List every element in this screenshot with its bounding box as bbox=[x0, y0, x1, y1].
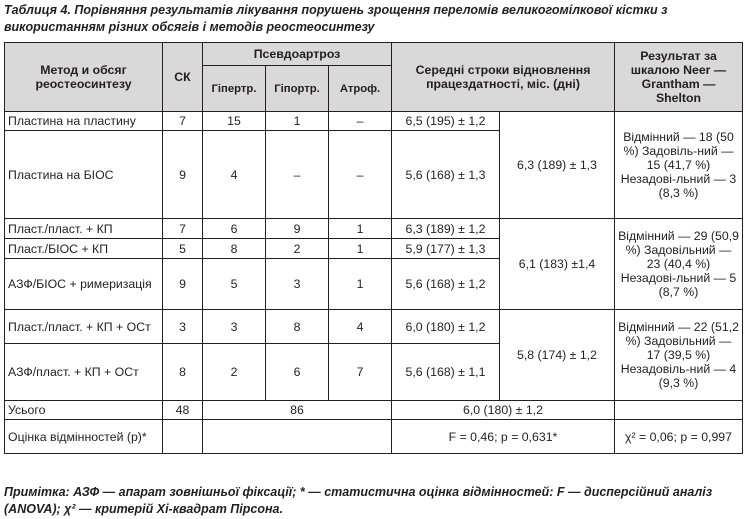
stat-terms: F = 0,46; p = 0,631* bbox=[392, 420, 615, 454]
sk-cell: 7 bbox=[163, 112, 203, 131]
hypo-cell: 2 bbox=[266, 239, 329, 259]
atrof-cell: 7 bbox=[329, 344, 392, 401]
sk-cell: 3 bbox=[163, 310, 203, 344]
sk-cell: 9 bbox=[163, 259, 203, 310]
hyper-cell: 4 bbox=[203, 131, 266, 219]
terms-cell: 6,5 (195) ± 1,2 bbox=[392, 112, 500, 131]
table-caption: Таблиця 4. Порівняння результатів лікування порушень зрощення переломів великогомілкової кістки з використанням різних обсягів і методів реостеосинтезу bbox=[4, 3, 668, 34]
atrof-cell: 1 bbox=[329, 239, 392, 259]
total-pseudoarthrosis: 86 bbox=[203, 401, 392, 420]
total-row bbox=[5, 401, 743, 420]
hypo-cell: 1 bbox=[266, 112, 329, 131]
table-row bbox=[5, 310, 743, 344]
total-terms: 6,0 (180) ± 1,2 bbox=[392, 401, 615, 420]
hyper-cell: 15 bbox=[203, 112, 266, 131]
header-pseudoarthrosis: Псевдоартроз bbox=[203, 43, 392, 66]
sk-cell: 9 bbox=[163, 131, 203, 219]
results-table bbox=[4, 42, 743, 454]
atrof-cell: 1 bbox=[329, 219, 392, 239]
method-cell: АЗФ/пласт. + КП + ОСт bbox=[5, 344, 163, 401]
group-result-cell: Відмінний — 18 (50 %) Задовіль-ний —15 (41,7 %) Незадові-льний — 3 (8,3 %) bbox=[615, 112, 743, 219]
stat-pseudo-empty bbox=[203, 420, 392, 454]
stat-result: χ² = 0,06; р = 0,997 bbox=[615, 420, 743, 454]
atrof-cell: 1 bbox=[329, 259, 392, 310]
group-average-cell: 6,1 (183) ±1,4 bbox=[500, 219, 615, 310]
hypo-cell: – bbox=[266, 131, 329, 219]
header-method: Метод и обсяг реостеосинтезу bbox=[5, 43, 163, 112]
header-result-scale: Результат за шкалою Neer — Grantham — Shelton bbox=[615, 43, 743, 112]
atrof-cell: – bbox=[329, 112, 392, 131]
hyper-cell: 2 bbox=[203, 344, 266, 401]
hyper-cell: 6 bbox=[203, 219, 266, 239]
total-result-empty bbox=[615, 401, 743, 420]
table-row bbox=[5, 112, 743, 131]
hypo-cell: 9 bbox=[266, 219, 329, 239]
terms-cell: 5,9 (177) ± 1,3 bbox=[392, 239, 500, 259]
table-footnote: Примітка: АЗФ — апарат зовнішньої фіксації; * — статистична оцінка відмінностей: F — дисперсійний аналіз (ANOVA); χ² — критерій Хі-квадрат Пірсона. bbox=[4, 485, 713, 516]
hypo-cell: 6 bbox=[266, 344, 329, 401]
hyper-cell: 8 bbox=[203, 239, 266, 259]
stat-sk-empty bbox=[163, 420, 203, 454]
atrof-cell: – bbox=[329, 131, 392, 219]
sk-cell: 5 bbox=[163, 239, 203, 259]
terms-cell: 5,6 (168) ± 1,2 bbox=[392, 259, 500, 310]
group-result-cell: Відмінний — 29 (50,9 %) Задовільний — 23 (40,4 %) Незадові-льний — 5 (8,7 %) bbox=[615, 219, 743, 310]
hyper-cell: 5 bbox=[203, 259, 266, 310]
hypo-cell: 8 bbox=[266, 310, 329, 344]
total-sk: 48 bbox=[163, 401, 203, 420]
terms-cell: 6,3 (189) ± 1,2 bbox=[392, 219, 500, 239]
atrof-cell: 4 bbox=[329, 310, 392, 344]
group-average-cell: 6,3 (189) ± 1,3 bbox=[500, 112, 615, 219]
group-result-cell: Відмінний — 22 (51,2 %) Задовільний — 17 (39,5 %) Незадовіль-ний — 4 (9,3 %) bbox=[615, 310, 743, 401]
header-atrophic: Атроф. bbox=[329, 66, 392, 112]
sk-cell: 7 bbox=[163, 219, 203, 239]
method-cell: Пластина на пластину bbox=[5, 112, 163, 131]
stat-label: Оцінка відмінностей (р)* bbox=[5, 420, 163, 454]
header-hypertrophic: Гіпертр. bbox=[203, 66, 266, 112]
header-hypotrophic: Гіпортр. bbox=[266, 66, 329, 112]
hypo-cell: 3 bbox=[266, 259, 329, 310]
method-cell: Пласт./пласт. + КП + ОСт bbox=[5, 310, 163, 344]
method-cell: Пластина на БІОС bbox=[5, 131, 163, 219]
terms-cell: 5,6 (168) ± 1,3 bbox=[392, 131, 500, 219]
total-label: Усього bbox=[5, 401, 163, 420]
table-row bbox=[5, 219, 743, 239]
terms-cell: 5,6 (168) ± 1,1 bbox=[392, 344, 500, 401]
hyper-cell: 3 bbox=[203, 310, 266, 344]
header-sk: СК bbox=[163, 43, 203, 112]
sk-cell: 8 bbox=[163, 344, 203, 401]
statistics-row bbox=[5, 420, 743, 454]
method-cell: Пласт./БІОС + КП bbox=[5, 239, 163, 259]
group-average-cell: 5,8 (174) ± 1,2 bbox=[500, 310, 615, 401]
method-cell: АЗФ/БІОС + римеризація bbox=[5, 259, 163, 310]
terms-cell: 6,0 (180) ± 1,2 bbox=[392, 310, 500, 344]
method-cell: Пласт./пласт. + КП bbox=[5, 219, 163, 239]
header-recovery-terms: Середні строки відновлення працездатності, міс. (дні) bbox=[392, 43, 615, 112]
